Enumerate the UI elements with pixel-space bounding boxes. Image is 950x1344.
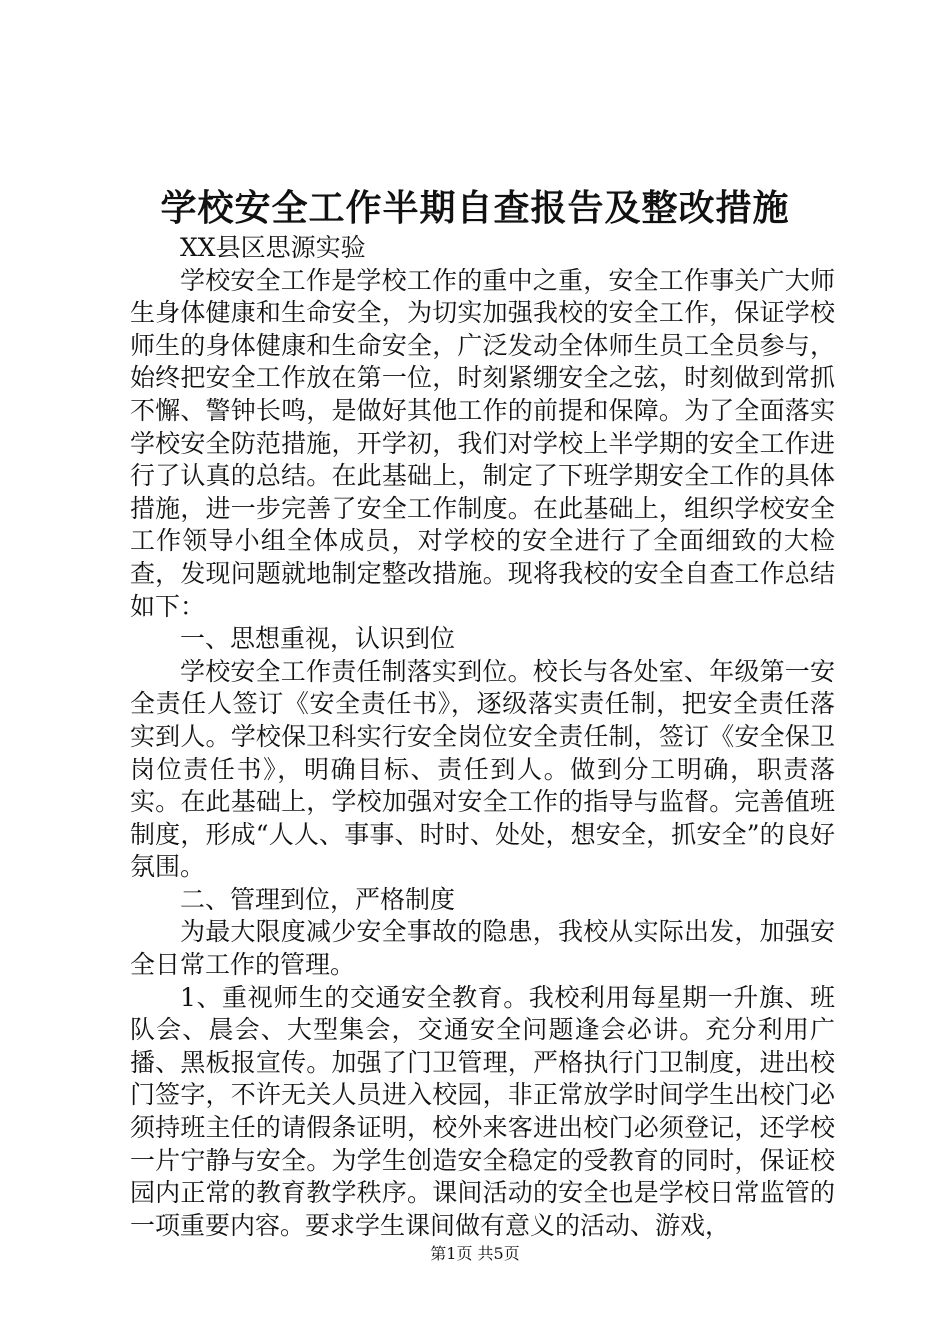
section-heading-1: 一、思想重视，认识到位 [180,624,456,654]
paragraph-section-1: 学校安全工作责任制落实到位。校长与各处室、年级第一安全责任人签订《安全责任书》，逐级落实责任制，把安全责任落实到人。学校保卫科实行安全岗位安全责任制，签订《安全保卫岗位责任书》，明确目标、责任到人。做到分工明确，职责落实。在此基础上，学校加强对安全工作的指导与监督。完善值班制度，形成“人人、事事、时时、处处，想安全，抓安全”的良好氛围。 [130,656,835,882]
document-body [130,232,835,1242]
paragraph-section-2: 为最大限度减少安全事故的隐患，我校从实际出发，加强安全日常工作的管理。 [130,917,835,980]
author-line: XX县区思源实验 [180,233,366,262]
paragraph-item-1: 1、重视师生的交通安全教育。我校利用每星期一升旗、班队会、晨会、大型集会，交通安全问题逢会必讲。充分利用广播、黑板报宣传。加强了门卫管理，严格执行门卫制度，进出校门签字，不许无关人员进入校园，非正常放学时间学生出校门必须持班主任的请假条证明，校外来客进出校门必须登记，还学校一片宁静与安全。为学生创造安全稳定的受教育的同时，保证校园内正常的教育教学秩序。课间活动的安全也是学校日常监管的一项重要内容。要求学生课间做有意义的活动、游戏， [130,982,835,1240]
section-heading-2: 二、管理到位，严格制度 [180,884,456,914]
paragraph-intro: 学校安全工作是学校工作的重中之重，安全工作事关广大师生身体健康和生命安全，为切实加强我校的安全工作，保证学校师生的身体健康和生命安全，广泛发动全体师生员工全员参与，始终把安全工作放在第一位，时刻紧绷安全之弦，时刻做到常抓不懈、警钟长鸣，是做好其他工作的前提和保障。为了全面落实学校安全防范措施，开学初，我们对学校上半学期的安全工作进行了认真的总结。在此基础上，制定了下班学期安全工作的具体措施，进一步完善了安全工作制度。在此基础上，组织学校安全工作领导小组全体成员，对学校的安全进行了全面细致的大检查，发现问题就地制定整改措施。现将我校的安全自查工作总结如下： [130,265,835,621]
document-title: 学校安全工作半期自查报告及整改措施 [160,187,790,229]
page-footer: 第1页 共5页 [430,1244,520,1263]
